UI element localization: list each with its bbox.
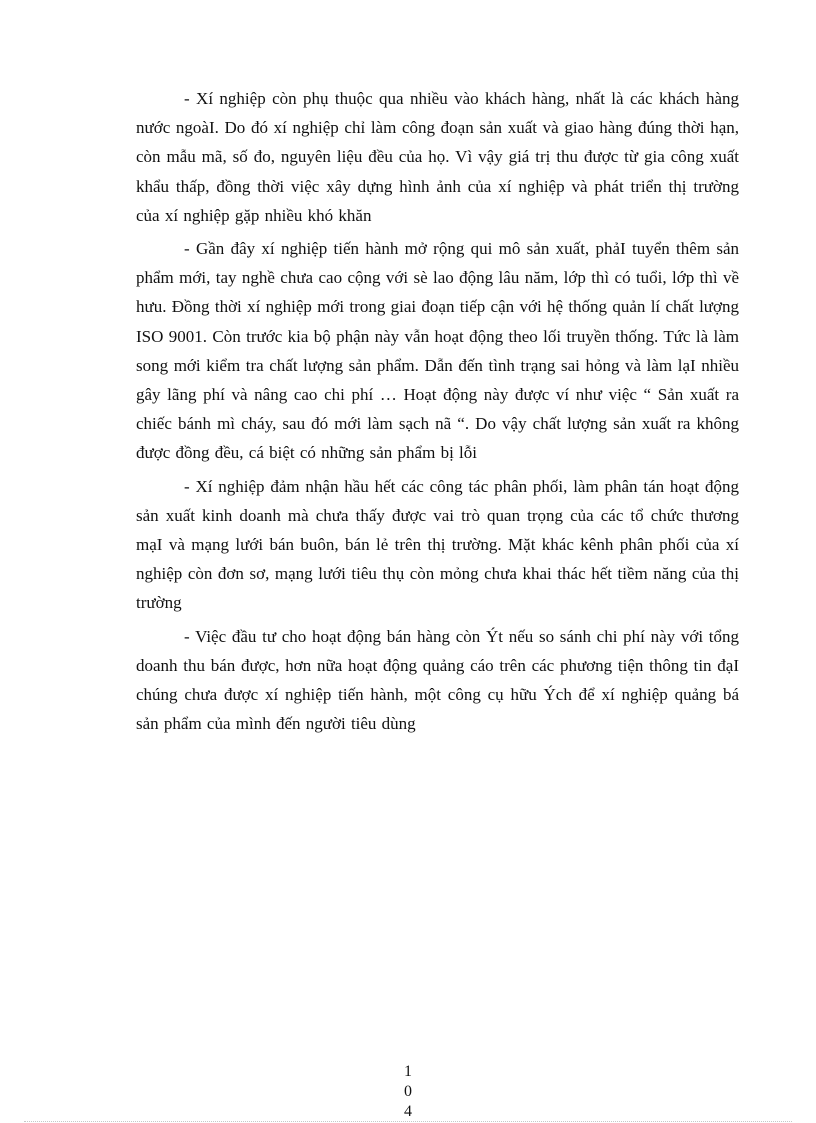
- page-number: [0, 1062, 816, 1122]
- footer-divider: [24, 1121, 792, 1122]
- body-text: [136, 84, 739, 742]
- page-number-digit: 1: [404, 1063, 412, 1080]
- page-number-digit: 4: [404, 1103, 412, 1120]
- paragraph-customer-dependence: - Xí nghiệp còn phụ thuộc qua nhiều vào khách hàng, nhất là các khách hàng nước ngoàI. Do đó xí nghiệp chỉ làm công đoạn sản xuất và giao hàng đúng thời hạn, còn mẫu mã, số đo, nguyên liệu đều của họ. Vì vậy giá trị thu được từ gia công xuất khẩu thấp, đồng thời việc xây dựng hình ảnh của xí nghiệp và phát triển thị trường của xí nghiệp gặp nhiều khó khăn: [136, 89, 739, 225]
- paragraph-expansion-quality: - Gần đây xí nghiệp tiến hành mở rộng qui mô sản xuất, phảI tuyển thêm sản phẩm mới, tay nghề chưa cao cộng với sè lao động lâu năm, lớp thì có tuổi, lớp thì về hưu. Đồng thời xí nghiệp mới trong giai đoạn tiếp cận với hệ thống quản lí chất lượng ISO 9001. Còn trước kia bộ phận này vẫn hoạt động theo lối truyền thống. Tức là làm song mới kiểm tra chất lượng sản phẩm. Dẫn đến tình trạng sai hỏng và làm lạI nhiều gây lãng phí và nâng cao chi phí … Hoạt động này được ví như việc “ Sản xuất ra chiếc bánh mì cháy, sau đó mới làm sạch nã “. Do vậy chất lượng sản xuất ra không được đồng đều, cá biệt có những sản phẩm bị lỗi: [136, 239, 739, 463]
- paragraph-distribution: - Xí nghiệp đảm nhận hầu hết các công tác phân phối, làm phân tán hoạt động sản xuất kinh doanh mà chưa thấy được vai trò quan trọng của các tổ chức thương mạI và mạng lưới bán buôn, bán lẻ trên thị trường. Mặt khác kênh phân phối của xí nghiệp còn đơn sơ, mạng lưới tiêu thụ còn mỏng chưa khai thác hết tiềm năng của thị trường: [136, 476, 739, 613]
- paragraph-sales-investment: - Việc đầu tư cho hoạt động bán hàng còn Ýt nếu so sánh chi phí này với tổng doanh thu bán được, hơn nữa hoạt động quảng cáo trên các phương tiện thông tin đạI chúng chưa được xí nghiệp tiến hành, một công cụ hữu Ých để xí nghiệp quảng bá sản phẩm của mình đến người tiêu dùng: [136, 626, 739, 734]
- page-number-digit: 0: [404, 1083, 412, 1100]
